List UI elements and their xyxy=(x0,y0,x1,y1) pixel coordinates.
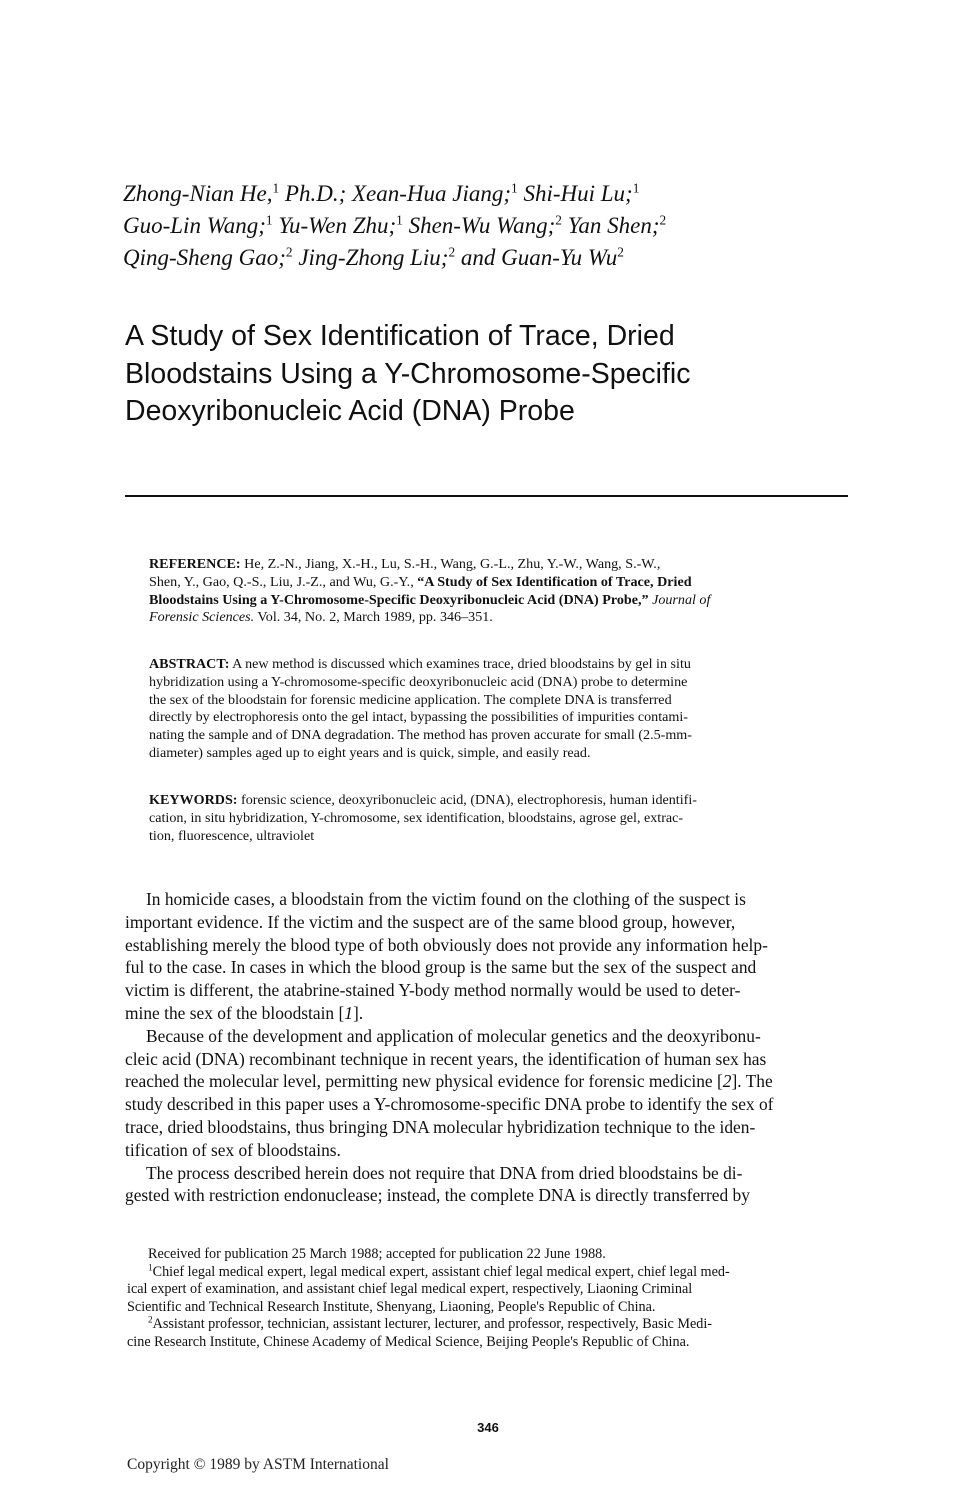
title-line: A Study of Sex Identification of Trace, Dried xyxy=(125,320,675,352)
paragraph-2: Because of the development and application of molecular genetics and the deoxyribonu- xyxy=(146,1025,761,1046)
abstract-label: ABSTRACT: xyxy=(149,656,230,672)
footnote-2: $^2$Assistant professor, technician, assistant lecturer, lecturer, and professor, respectively, Basic Medi- xyxy=(148,1314,713,1332)
abstract-block: ABSTRACT: A new method is discussed which examines trace, dried bloodstains by gel in situ hybridization using a Y-chromosome-specific deoxyribonucleic acid (DNA) probe to determine the sex of the bloodstain for forensic medicine application. The complete DNA is transferred directly by electrophoresis onto the gel intact, bypassing the possibilities of impurities contami- nating the sample and of DNA degradation. The method has proven accurate for small (2.5-mm- diameter) samples aged up to eight years and is quick, simple, and easily read. xyxy=(149,656,692,761)
paragraph-3: The process described herein does not require that DNA from dried bloodstains be di- xyxy=(146,1162,743,1183)
author-line-2: Guo-Lin Wang;$^1$ Yu-Wen Zhu;$^1$ Shen-Wu Wang;$^2$ Yan Shen;$^2$ xyxy=(123,212,667,238)
footnotes: Received for publication 25 March 1988; accepted for publication 22 June 1988. $^1$Chief legal medical expert, legal medical expert, assistant chief legal medical expert, chief legal med- ical expert of examination, and assistant chief legal medical expert, respectively, Liaoning Criminal Scientific and Technical Research Institute, Shenyang, Liaoning, People's Republic of China. $^2$Assistant professor, technician, assistant lecturer, lecturer, and professor, respectively, Basic Medi- cine Research Institute, Chinese Academy of Medical Science, Beijing People's Republic of China. xyxy=(127,1246,853,1351)
article-title xyxy=(125,318,845,431)
copyright-notice: Copyright © 1989 by ASTM International xyxy=(127,1456,389,1473)
title-divider xyxy=(125,495,848,497)
author-line-3: Qing-Sheng Gao;$^2$ Jing-Zhong Liu;$^2$ and Guan-Yu Wu$^2$ xyxy=(123,244,624,270)
author-line-1: Zhong-Nian He,$^1$ Ph.D.; Xean-Hua Jiang;$^1$ Shi-Hui Lu;$^1$ xyxy=(123,180,640,206)
reference-label: REFERENCE: xyxy=(149,556,241,572)
received-note: Received for publication 25 March 1988; accepted for publication 22 June 1988. xyxy=(148,1246,606,1262)
author-list xyxy=(123,178,863,274)
citation-ref: 1 xyxy=(344,1002,353,1023)
title-line: Bloodstains Using a Y-Chromosome-Specific xyxy=(125,357,691,390)
paragraph-1: In homicide cases, a bloodstain from the victim found on the clothing of the suspect is xyxy=(146,889,746,909)
keywords-label: KEYWORDS: xyxy=(149,792,238,808)
body-text: In homicide cases, a bloodstain from the victim found on the clothing of the suspect is important evidence. If the victim and the suspect are of the same blood group, however, establishing merely the blood type of both obviously does not provide any information help- ful to the case. In cases in which the blood group is the same but the sex of the suspect and victim is different, the atabrine-stained Y-body method normally would be used to deter- mine the sex of the bloodstain [1]. Because of the development and application of molecular genetics and the deoxyribonu- cleic acid (DNA) recombinant technique in recent years, the identification of human sex has reached the molecular level, permitting new physical evidence for forensic medicine [2]. The study described in this paper uses a Y-chromosome-specific DNA probe to identify the sex of trace, dried bloodstains, thus bringing DNA molecular hybridization technique to the iden- tification of sex of bloodstains. The process described herein does not require that DNA from dried bloodstains be di- gested with restriction endonuclease; instead, the complete DNA is directly transferred by xyxy=(125,888,851,1207)
page-number: 346 xyxy=(477,1420,499,1435)
keywords-block: KEYWORDS: forensic science, deoxyribonucleic acid, (DNA), electrophoresis, human identifi- cation, in situ hybridization, Y-chromosome, sex identification, bloodstains, agrose gel, extrac- tion, fluorescence, ultraviolet xyxy=(149,792,697,844)
footnote-1: $^1$Chief legal medical expert, legal medical expert, assistant chief legal medical expert, chief legal med- xyxy=(148,1261,730,1280)
reference-block: REFERENCE: He, Z.-N., Jiang, X.-H., Lu, S.-H., Wang, G.-L., Zhu, Y.-W., Wang, S.-W., Shen, Y., Gao, Q.-S., Liu, J.-Z., and Wu, G.-Y., “A Study of Sex Identification of Trace, Dried Bloodstains Using a Y-Chromosome-Specific Deoxyribonucleic Acid (DNA) Probe,” Journal of Forensic Sciences. Vol. 34, No. 2, March 1989, pp. 346–351. xyxy=(149,556,711,626)
title-line: Deoxyribonucleic Acid (DNA) Probe xyxy=(125,395,575,427)
citation-ref: 2 xyxy=(722,1071,732,1092)
